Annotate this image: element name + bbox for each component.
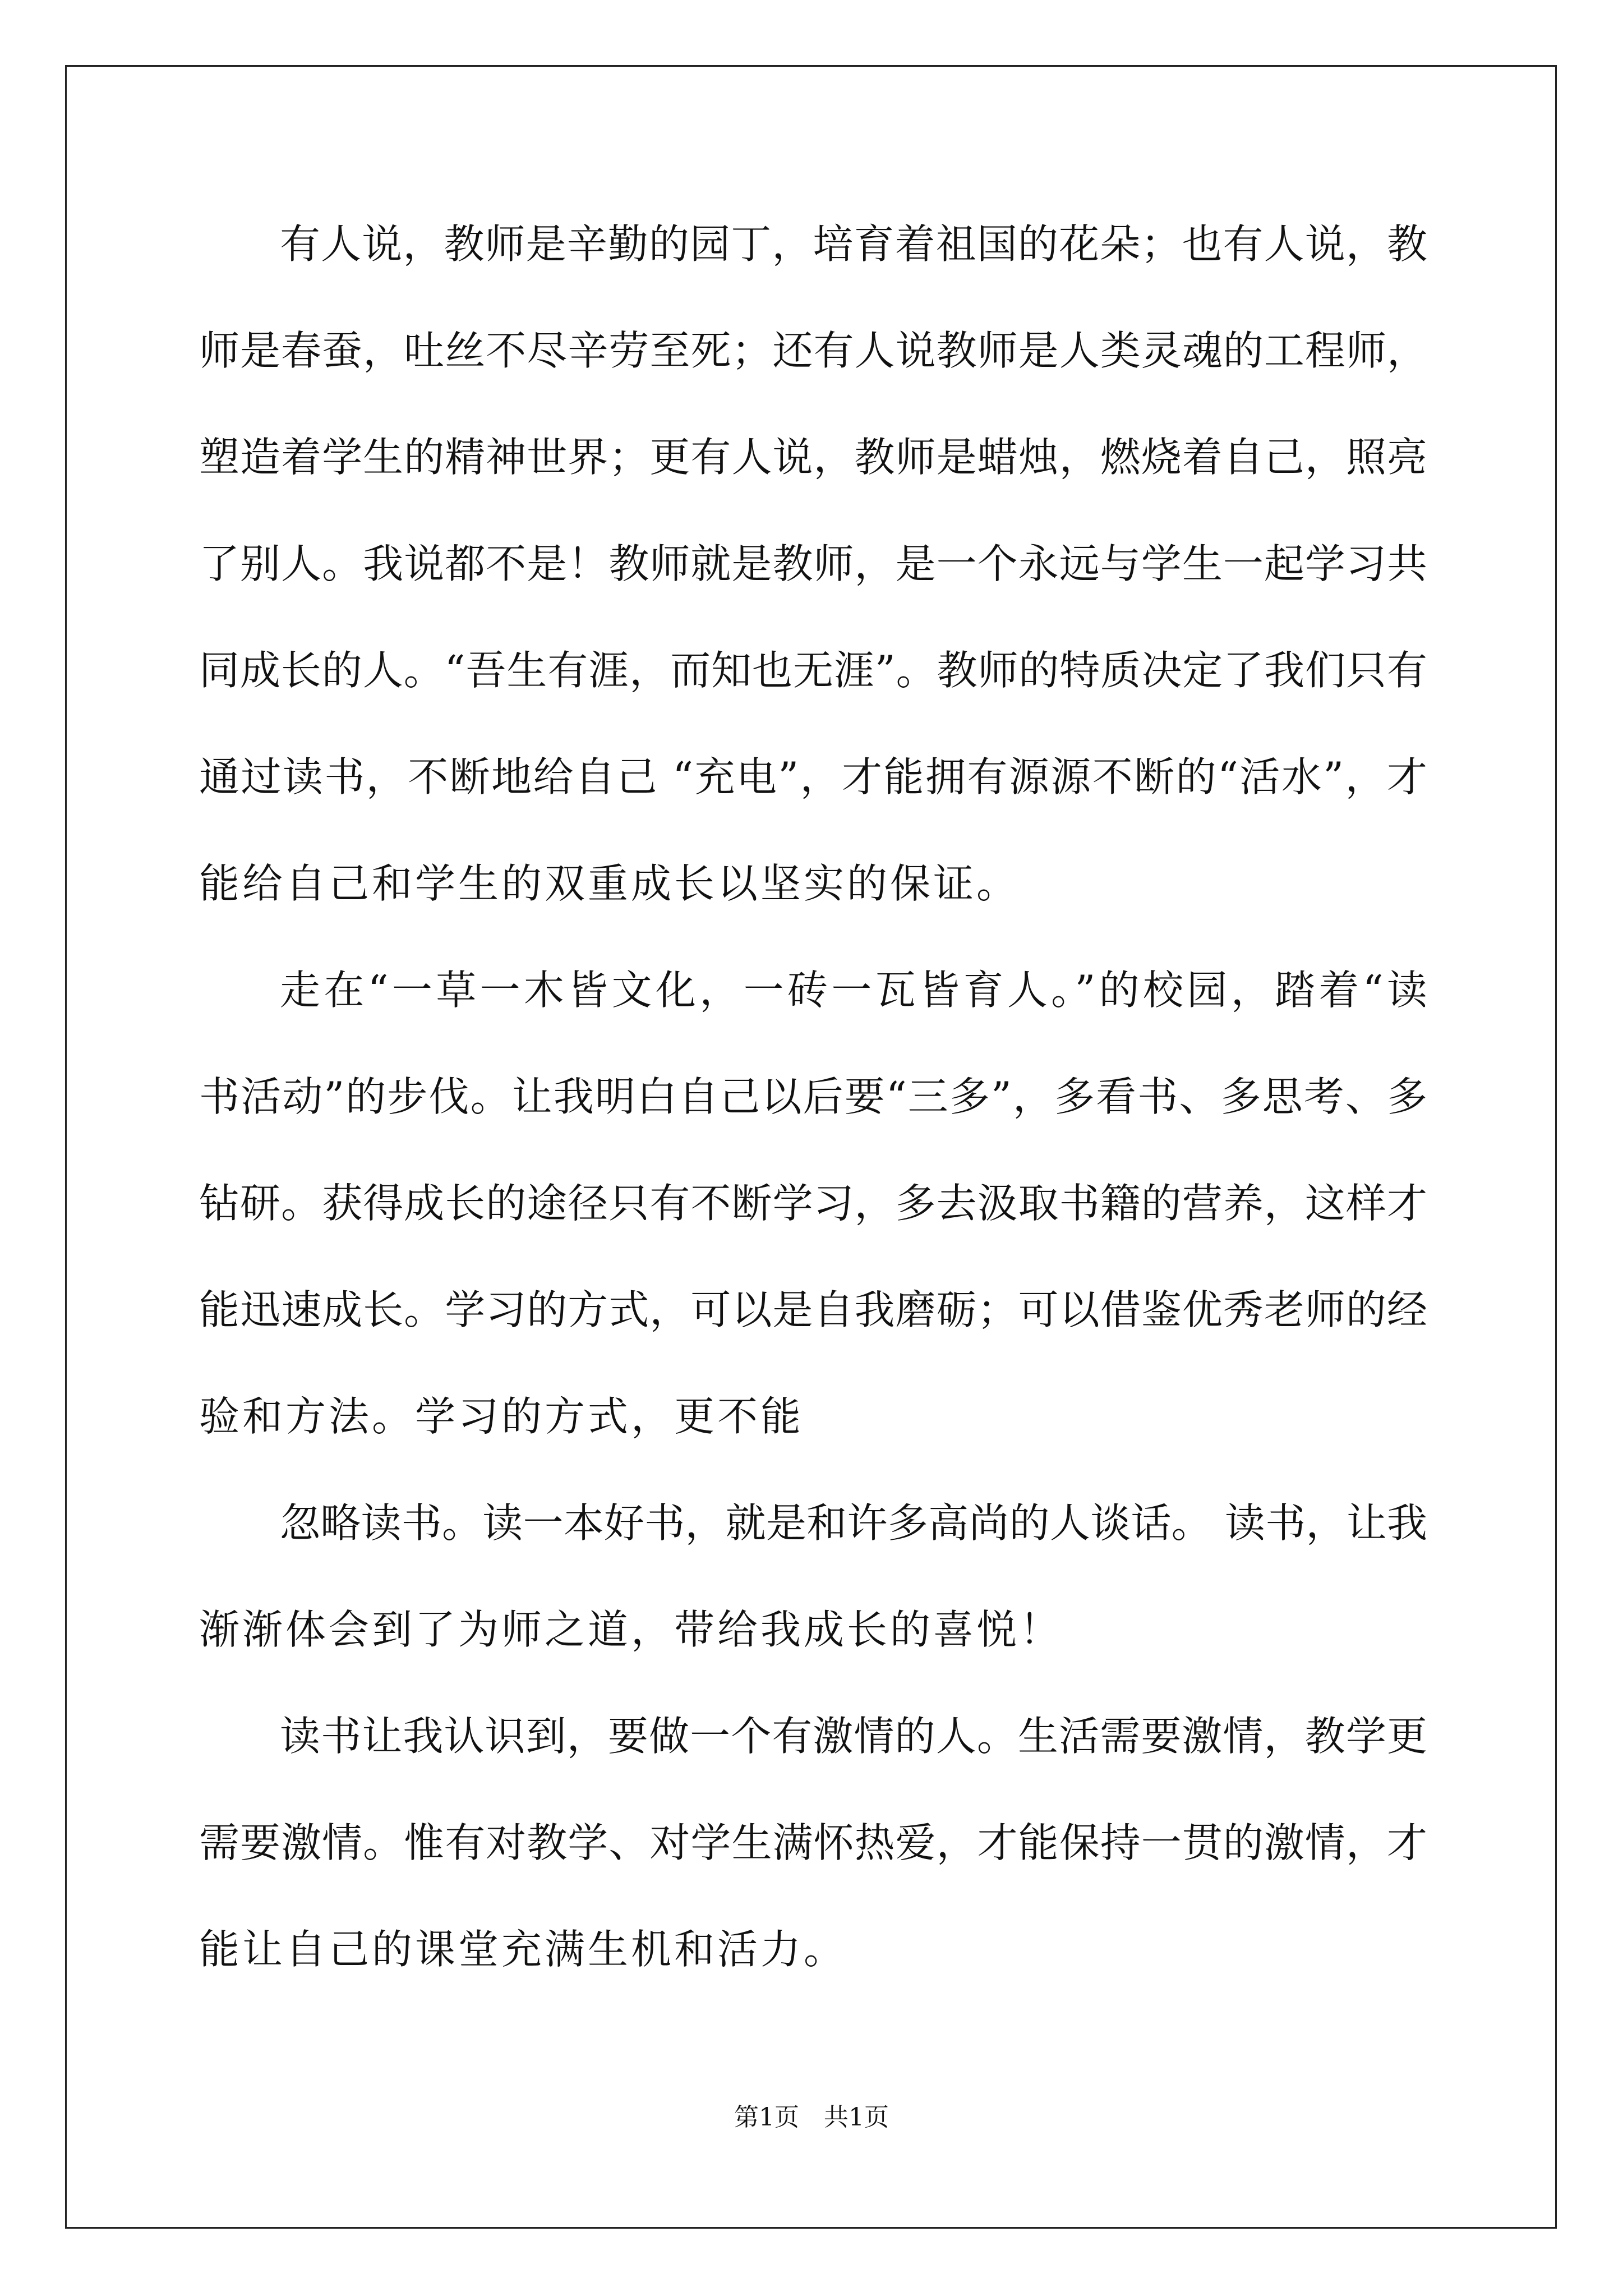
text-line: 师是春蚕，吐丝不尽辛劳至死；还有人说教师是人类灵魂的工程师， [199,327,1427,374]
text-line: 能迅速成长。学习的方式，可以是自我磨砺；可以借鉴优秀老师的经 [199,1286,1427,1333]
text-line: 通过读书，不断地给自己 “充电”，才能拥有源源不断的“活水”，才 [199,753,1427,800]
text-line: 同成长的人。“吾生有涯，而知也无涯”。教师的特质决定了我们只有 [199,647,1427,694]
text-line: 读书让我认识到，要做一个有激情的人。生活需要激情，教学更 [280,1713,1427,1760]
text-line: 渐渐体会到了为师之道，带给我成长的喜悦！ [199,1606,1063,1653]
text-line: 钻研。获得成长的途径只有不断学习，多去汲取书籍的营养，这样才 [199,1180,1427,1227]
text-line: 能给自己和学生的双重成长以坚实的保证。 [199,860,1020,907]
text-line: 塑造着学生的精神世界；更有人说，教师是蜡烛，燃烧着自己，照亮 [199,434,1427,481]
text-line: 忽略读书。读一本好书，就是和许多高尚的人谈话。 读书，让我 [280,1499,1427,1547]
text-line: 需要激情。惟有对教学、对学生满怀热爱，才能保持一贯的激情，才 [199,1819,1427,1866]
text-line: 了别人。我说都不是！教师就是教师，是一个永远与学生一起学习共 [199,540,1427,587]
text-line: 能让自己的课堂充满生机和活力。 [199,1926,847,1973]
page-footer: 第1页 共1页 [734,2103,889,2132]
text-line: 验和方法。学习的方式，更不能 [199,1393,804,1440]
text-line: 走在“一草一木皆文化，一砖一瓦皆育人。”的校园，踏着“读 [280,967,1427,1014]
text-line: 书活动”的步伐。让我明白自己以后要“三多”，多看书、多思考、多 [199,1073,1427,1120]
page-border [65,65,1557,2229]
text-line: 有人说，教师是辛勤的园丁，培育着祖国的花朵；也有人说，教 [280,220,1427,268]
